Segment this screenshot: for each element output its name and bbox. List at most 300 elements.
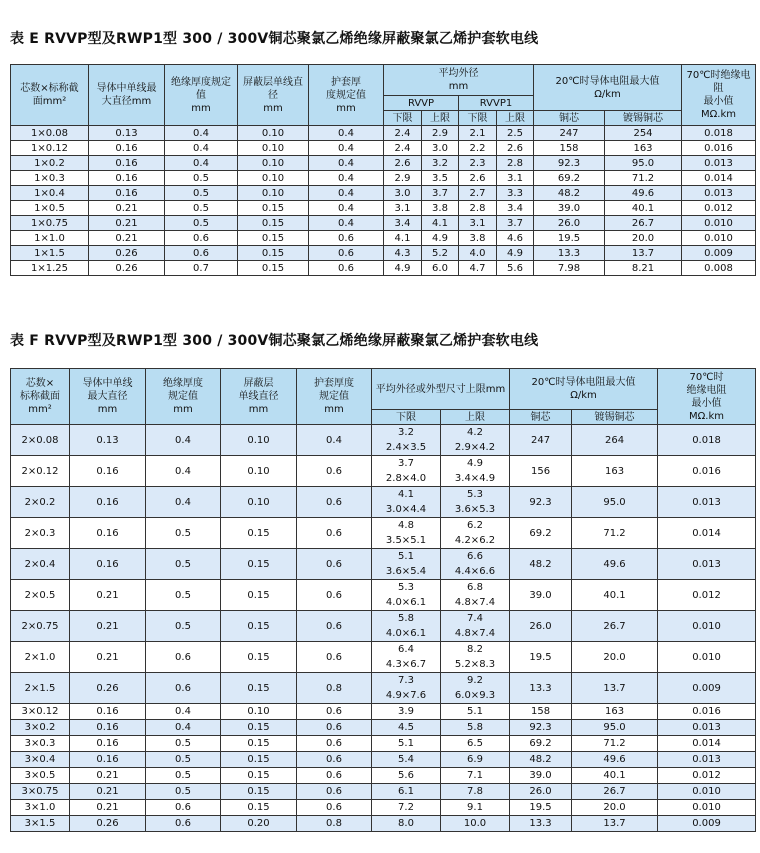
header-lower: 下限 xyxy=(384,111,422,126)
header-shield-diameter: 屏蔽层单线直 径 mm xyxy=(238,65,309,126)
table-cell: 2.3 xyxy=(459,156,497,171)
outer-lower-cell: 5.8 4.0×6.1 xyxy=(372,611,441,642)
table-cell: 3×1.0 xyxy=(11,800,70,816)
table-cell: 26.0 xyxy=(534,216,605,231)
table-cell: 0.26 xyxy=(70,673,146,704)
table-cell: 71.2 xyxy=(605,171,682,186)
table-cell: 163 xyxy=(572,704,658,720)
table-cell: 2.6 xyxy=(459,171,497,186)
table-cell: 0.21 xyxy=(70,611,146,642)
table-cell: 0.15 xyxy=(221,518,297,549)
table-cell: 0.16 xyxy=(70,704,146,720)
table-cell: 1×0.2 xyxy=(11,156,89,171)
table-cell: 20.0 xyxy=(572,642,658,673)
table-cell: 247 xyxy=(534,126,605,141)
table-cell: 95.0 xyxy=(572,487,658,518)
table-cell: 0.16 xyxy=(70,752,146,768)
table-cell: 0.5 xyxy=(165,216,238,231)
table-cell: 0.15 xyxy=(221,736,297,752)
table-cell: 0.014 xyxy=(658,518,756,549)
table-row xyxy=(11,784,756,800)
table-cell: 0.6 xyxy=(297,736,372,752)
table-cell: 2×0.5 xyxy=(11,580,70,611)
table-cell: 264 xyxy=(572,425,658,456)
table-cell: 0.15 xyxy=(238,231,309,246)
table-cell: 0.16 xyxy=(70,736,146,752)
table-row xyxy=(11,156,756,171)
table-cell: 0.018 xyxy=(658,425,756,456)
table-cell: 0.008 xyxy=(682,261,756,276)
table-cell: 0.21 xyxy=(70,784,146,800)
table-cell: 3×0.75 xyxy=(11,784,70,800)
table-row xyxy=(11,800,756,816)
header-upper: 上限 xyxy=(497,111,534,126)
table-cell: 26.0 xyxy=(510,784,572,800)
table-cell: 0.6 xyxy=(146,642,221,673)
table-cell: 0.15 xyxy=(221,720,297,736)
table-row xyxy=(11,261,756,276)
table-cell: 4.1 xyxy=(422,216,459,231)
header-lower: 下限 xyxy=(372,410,441,425)
outer-upper-cell: 6.5 xyxy=(441,736,510,752)
table-cell: 0.10 xyxy=(221,425,297,456)
table-cell: 0.009 xyxy=(682,246,756,261)
outer-lower-cell: 5.3 4.0×6.1 xyxy=(372,580,441,611)
table-cell: 0.10 xyxy=(221,487,297,518)
table-cell: 0.8 xyxy=(297,673,372,704)
table-cell: 4.9 xyxy=(422,231,459,246)
table-cell: 0.15 xyxy=(238,246,309,261)
outer-lower-cell: 5.6 xyxy=(372,768,441,784)
table-cell: 0.15 xyxy=(221,768,297,784)
header-cores: 芯数× 标称截面 mm² xyxy=(11,369,70,425)
table-row xyxy=(11,456,756,487)
table-cell: 3×0.5 xyxy=(11,768,70,784)
table-cell: 0.5 xyxy=(146,580,221,611)
table-cell: 0.014 xyxy=(682,171,756,186)
outer-upper-cell: 10.0 xyxy=(441,816,510,832)
table-cell: 13.3 xyxy=(510,816,572,832)
table-cell: 20.0 xyxy=(605,231,682,246)
table-cell: 0.21 xyxy=(89,231,165,246)
table-cell: 4.9 xyxy=(497,246,534,261)
table-cell: 0.4 xyxy=(297,425,372,456)
table-cell: 26.0 xyxy=(510,611,572,642)
table-cell: 49.6 xyxy=(572,752,658,768)
table-row xyxy=(11,736,756,752)
header-lower: 下限 xyxy=(459,111,497,126)
table-cell: 19.5 xyxy=(510,642,572,673)
table-cell: 3.7 xyxy=(497,216,534,231)
table-cell: 2.8 xyxy=(459,201,497,216)
table-cell: 3.1 xyxy=(384,201,422,216)
table-cell: 0.16 xyxy=(89,141,165,156)
table-cell: 0.010 xyxy=(682,231,756,246)
table-cell: 0.010 xyxy=(658,611,756,642)
table-row xyxy=(11,580,756,611)
table-cell: 0.016 xyxy=(682,141,756,156)
table-row xyxy=(11,186,756,201)
table-cell: 2.7 xyxy=(459,186,497,201)
table-cell: 3.4 xyxy=(497,201,534,216)
table-cell: 1×0.3 xyxy=(11,171,89,186)
table-cell: 3.3 xyxy=(497,186,534,201)
table-cell: 71.2 xyxy=(572,736,658,752)
outer-lower-cell: 5.4 xyxy=(372,752,441,768)
table-cell: 0.6 xyxy=(146,800,221,816)
table-cell: 0.10 xyxy=(221,704,297,720)
table-cell: 0.6 xyxy=(165,231,238,246)
table-row xyxy=(11,768,756,784)
table-cell: 0.10 xyxy=(221,456,297,487)
table-cell: 39.0 xyxy=(510,580,572,611)
table-cell: 0.7 xyxy=(165,261,238,276)
table-e xyxy=(10,64,756,276)
table-cell: 3×0.4 xyxy=(11,752,70,768)
table-cell: 0.5 xyxy=(146,518,221,549)
table-cell: 2×0.12 xyxy=(11,456,70,487)
table-cell: 0.26 xyxy=(70,816,146,832)
header-sheath-thickness: 护套厚 度规定值 mm xyxy=(309,65,384,126)
table-cell: 2×0.4 xyxy=(11,549,70,580)
table-row xyxy=(11,231,756,246)
table-cell: 0.16 xyxy=(70,549,146,580)
outer-upper-cell: 4.2 2.9×4.2 xyxy=(441,425,510,456)
table-cell: 3.1 xyxy=(459,216,497,231)
table-cell: 48.2 xyxy=(534,186,605,201)
table-cell: 0.6 xyxy=(309,246,384,261)
table-cell: 0.010 xyxy=(658,642,756,673)
table-cell: 0.4 xyxy=(309,126,384,141)
table-cell: 0.6 xyxy=(297,518,372,549)
outer-upper-cell: 5.3 3.6×5.3 xyxy=(441,487,510,518)
header-insulation-resistance: 70℃时 绝缘电阻 最小值 MΩ.km xyxy=(658,369,756,425)
table-cell: 0.15 xyxy=(238,261,309,276)
table-cell: 0.20 xyxy=(221,816,297,832)
table-row xyxy=(11,642,756,673)
table-cell: 0.15 xyxy=(221,752,297,768)
table-cell: 0.8 xyxy=(297,816,372,832)
table-cell: 0.5 xyxy=(146,768,221,784)
outer-upper-cell: 9.1 xyxy=(441,800,510,816)
table-cell: 3.8 xyxy=(422,201,459,216)
table-cell: 13.7 xyxy=(572,816,658,832)
table-cell: 1×0.75 xyxy=(11,216,89,231)
table-cell: 2.9 xyxy=(384,171,422,186)
table-cell: 0.6 xyxy=(146,816,221,832)
table-cell: 3.5 xyxy=(422,171,459,186)
table-cell: 0.21 xyxy=(70,800,146,816)
table-cell: 0.6 xyxy=(297,611,372,642)
table-cell: 3.1 xyxy=(497,171,534,186)
table-cell: 95.0 xyxy=(572,720,658,736)
table-cell: 0.4 xyxy=(309,216,384,231)
table-cell: 0.016 xyxy=(658,704,756,720)
header-tinned-copper: 镀锡铜芯 xyxy=(605,111,682,126)
outer-lower-cell: 6.1 xyxy=(372,784,441,800)
table-cell: 0.6 xyxy=(297,800,372,816)
table-cell: 26.7 xyxy=(605,216,682,231)
table-cell: 0.26 xyxy=(89,246,165,261)
table-row xyxy=(11,425,756,456)
table-cell: 0.10 xyxy=(238,126,309,141)
table-cell: 4.6 xyxy=(497,231,534,246)
table-cell: 3×0.12 xyxy=(11,704,70,720)
table-cell: 247 xyxy=(510,425,572,456)
table-cell: 1×1.25 xyxy=(11,261,89,276)
table-cell: 48.2 xyxy=(510,549,572,580)
table-cell: 0.16 xyxy=(70,456,146,487)
table-cell: 0.16 xyxy=(70,518,146,549)
table-cell: 92.3 xyxy=(510,487,572,518)
table-cell: 0.15 xyxy=(221,800,297,816)
table-cell: 0.4 xyxy=(309,186,384,201)
table-cell: 0.10 xyxy=(238,171,309,186)
table-cell: 0.014 xyxy=(658,736,756,752)
table-cell: 0.6 xyxy=(297,784,372,800)
table-cell: 0.5 xyxy=(146,611,221,642)
table-cell: 0.16 xyxy=(89,186,165,201)
outer-upper-cell: 9.2 6.0×9.3 xyxy=(441,673,510,704)
table-cell: 0.5 xyxy=(165,171,238,186)
table-cell: 0.21 xyxy=(89,201,165,216)
table-cell: 40.1 xyxy=(572,580,658,611)
table-cell: 0.5 xyxy=(165,186,238,201)
table-cell: 0.6 xyxy=(297,580,372,611)
table-cell: 3×0.3 xyxy=(11,736,70,752)
table-cell: 0.012 xyxy=(658,580,756,611)
table-cell: 156 xyxy=(510,456,572,487)
table-cell: 1×1.0 xyxy=(11,231,89,246)
table-cell: 0.16 xyxy=(89,156,165,171)
header-upper: 上限 xyxy=(441,410,510,425)
table-cell: 95.0 xyxy=(605,156,682,171)
header-tinned-copper: 镀锡铜芯 xyxy=(572,410,658,425)
table-cell: 1×0.4 xyxy=(11,186,89,201)
table-cell: 3×1.5 xyxy=(11,816,70,832)
table-cell: 0.6 xyxy=(309,231,384,246)
table-cell: 0.6 xyxy=(146,673,221,704)
outer-upper-cell: 7.1 xyxy=(441,768,510,784)
table-cell: 0.15 xyxy=(221,673,297,704)
table-cell: 3×0.2 xyxy=(11,720,70,736)
outer-lower-cell: 4.1 3.0×4.4 xyxy=(372,487,441,518)
table-cell: 69.2 xyxy=(510,736,572,752)
table-cell: 254 xyxy=(605,126,682,141)
table-row xyxy=(11,216,756,231)
table-cell: 26.7 xyxy=(572,784,658,800)
table-cell: 0.4 xyxy=(146,456,221,487)
table-row xyxy=(11,246,756,261)
table-cell: 0.016 xyxy=(658,456,756,487)
table-cell: 1×1.5 xyxy=(11,246,89,261)
header-copper: 铜芯 xyxy=(534,111,605,126)
table-cell: 3.7 xyxy=(422,186,459,201)
table-cell: 0.6 xyxy=(297,752,372,768)
outer-lower-cell: 6.4 4.3×6.7 xyxy=(372,642,441,673)
header-cores: 芯数×标称截 面mm² xyxy=(11,65,89,126)
table-cell: 0.4 xyxy=(146,487,221,518)
outer-lower-cell: 7.3 4.9×7.6 xyxy=(372,673,441,704)
table-row xyxy=(11,752,756,768)
table-cell: 49.6 xyxy=(572,549,658,580)
table-cell: 39.0 xyxy=(534,201,605,216)
table-cell: 0.10 xyxy=(238,141,309,156)
header-conductor-diameter: 导体中单线最 大直径mm xyxy=(89,65,165,126)
table-cell: 0.10 xyxy=(238,156,309,171)
table-cell: 92.3 xyxy=(510,720,572,736)
table-cell: 4.9 xyxy=(384,261,422,276)
table-cell: 3.2 xyxy=(422,156,459,171)
table-cell: 0.4 xyxy=(146,425,221,456)
table-cell: 0.013 xyxy=(658,487,756,518)
table-cell: 49.6 xyxy=(605,186,682,201)
table-cell: 1×0.5 xyxy=(11,201,89,216)
header-conductor-resistance: 20℃时导体电阻最大值 Ω/km xyxy=(534,65,682,111)
outer-lower-cell: 7.2 xyxy=(372,800,441,816)
table-cell: 8.21 xyxy=(605,261,682,276)
table-cell: 2.6 xyxy=(497,141,534,156)
table-cell: 2.5 xyxy=(497,126,534,141)
header-upper: 上限 xyxy=(422,111,459,126)
table-cell: 5.2 xyxy=(422,246,459,261)
table-row xyxy=(11,704,756,720)
table-row xyxy=(11,487,756,518)
table-row xyxy=(11,141,756,156)
table-cell: 0.6 xyxy=(297,704,372,720)
table-cell: 20.0 xyxy=(572,800,658,816)
table-cell: 19.5 xyxy=(534,231,605,246)
table-cell: 0.4 xyxy=(309,156,384,171)
table-f xyxy=(10,368,756,832)
header-sheath-thickness: 护套厚度 规定值 mm xyxy=(297,369,372,425)
table-cell: 0.4 xyxy=(309,201,384,216)
outer-upper-cell: 6.6 4.4×6.6 xyxy=(441,549,510,580)
table-cell: 0.13 xyxy=(89,126,165,141)
table-cell: 0.16 xyxy=(89,171,165,186)
table-row xyxy=(11,549,756,580)
table-cell: 26.7 xyxy=(572,611,658,642)
outer-lower-cell: 5.1 xyxy=(372,736,441,752)
table-cell: 6.0 xyxy=(422,261,459,276)
table-cell: 0.4 xyxy=(146,704,221,720)
table-cell: 13.3 xyxy=(510,673,572,704)
table-cell: 2.9 xyxy=(422,126,459,141)
outer-upper-cell: 8.2 5.2×8.3 xyxy=(441,642,510,673)
table-cell: 0.15 xyxy=(221,784,297,800)
table-row xyxy=(11,611,756,642)
table-cell: 2×0.2 xyxy=(11,487,70,518)
table-cell: 0.10 xyxy=(238,186,309,201)
outer-upper-cell: 6.2 4.2×6.2 xyxy=(441,518,510,549)
table-cell: 2×0.3 xyxy=(11,518,70,549)
table-cell: 71.2 xyxy=(572,518,658,549)
table-cell: 0.013 xyxy=(658,549,756,580)
table-cell: 0.4 xyxy=(309,141,384,156)
table-cell: 40.1 xyxy=(605,201,682,216)
table-cell: 3.4 xyxy=(384,216,422,231)
table-cell: 0.16 xyxy=(70,720,146,736)
table-cell: 4.1 xyxy=(384,231,422,246)
table-cell: 0.010 xyxy=(682,216,756,231)
table-cell: 158 xyxy=(534,141,605,156)
table-cell: 3.8 xyxy=(459,231,497,246)
table-cell: 2.4 xyxy=(384,141,422,156)
table-cell: 4.0 xyxy=(459,246,497,261)
table-row xyxy=(11,201,756,216)
table-cell: 0.013 xyxy=(658,720,756,736)
header-insulation-thickness: 绝缘厚度 规定值 mm xyxy=(146,369,221,425)
table-cell: 2.1 xyxy=(459,126,497,141)
table-cell: 13.7 xyxy=(572,673,658,704)
outer-upper-cell: 5.8 xyxy=(441,720,510,736)
table-cell: 0.5 xyxy=(146,736,221,752)
table-cell: 2.2 xyxy=(459,141,497,156)
table-cell: 0.13 xyxy=(70,425,146,456)
table-cell: 0.013 xyxy=(682,156,756,171)
header-conductor-diameter: 导体中单线 最大直径 mm xyxy=(70,369,146,425)
table-cell: 1×0.12 xyxy=(11,141,89,156)
table-cell: 40.1 xyxy=(572,768,658,784)
table-f-title: 表 F RVVP型及RWP1型 300 / 300V铜芯聚氯乙烯绝缘屏蔽聚氯乙烯护套软电线 xyxy=(10,333,539,349)
table-cell: 0.15 xyxy=(221,642,297,673)
table-row xyxy=(11,126,756,141)
table-cell: 2×1.0 xyxy=(11,642,70,673)
outer-lower-cell: 3.7 2.8×4.0 xyxy=(372,456,441,487)
table-cell: 0.009 xyxy=(658,816,756,832)
table-cell: 0.5 xyxy=(146,549,221,580)
header-copper: 铜芯 xyxy=(510,410,572,425)
table-cell: 0.012 xyxy=(682,201,756,216)
table-cell: 2×0.75 xyxy=(11,611,70,642)
outer-upper-cell: 7.8 xyxy=(441,784,510,800)
table-cell: 0.4 xyxy=(165,156,238,171)
table-cell: 0.6 xyxy=(297,487,372,518)
table-cell: 0.6 xyxy=(297,456,372,487)
outer-upper-cell: 7.4 4.8×7.4 xyxy=(441,611,510,642)
table-cell: 0.4 xyxy=(165,141,238,156)
table-cell: 0.15 xyxy=(221,611,297,642)
table-cell: 69.2 xyxy=(510,518,572,549)
table-cell: 13.3 xyxy=(534,246,605,261)
table-cell: 0.018 xyxy=(682,126,756,141)
table-row xyxy=(11,518,756,549)
table-cell: 7.98 xyxy=(534,261,605,276)
header-insulation-resistance: 70℃时绝缘电阻 最小值 MΩ.km xyxy=(682,65,756,126)
table-cell: 5.6 xyxy=(497,261,534,276)
table-cell: 0.6 xyxy=(297,642,372,673)
table-cell: 0.5 xyxy=(146,752,221,768)
table-row xyxy=(11,673,756,704)
table-cell: 0.4 xyxy=(309,171,384,186)
outer-upper-cell: 4.9 3.4×4.9 xyxy=(441,456,510,487)
table-cell: 39.0 xyxy=(510,768,572,784)
table-cell: 0.013 xyxy=(658,752,756,768)
header-outer-diameter: 平均外径或外型尺寸上限mm xyxy=(372,369,510,410)
table-row xyxy=(11,720,756,736)
outer-upper-cell: 5.1 xyxy=(441,704,510,720)
table-cell: 4.3 xyxy=(384,246,422,261)
header-rvvp: RVVP xyxy=(384,96,459,111)
table-e-title: 表 E RVVP型及RWP1型 300 / 300V铜芯聚氯乙烯绝缘屏蔽聚氯乙烯护套软电线 xyxy=(10,31,539,47)
table-cell: 0.010 xyxy=(658,800,756,816)
table-cell: 0.012 xyxy=(658,768,756,784)
table-cell: 1×0.08 xyxy=(11,126,89,141)
table-cell: 19.5 xyxy=(510,800,572,816)
table-cell: 0.21 xyxy=(89,216,165,231)
table-cell: 0.6 xyxy=(297,768,372,784)
header-conductor-resistance: 20℃时导体电阻最大值 Ω/km xyxy=(510,369,658,410)
